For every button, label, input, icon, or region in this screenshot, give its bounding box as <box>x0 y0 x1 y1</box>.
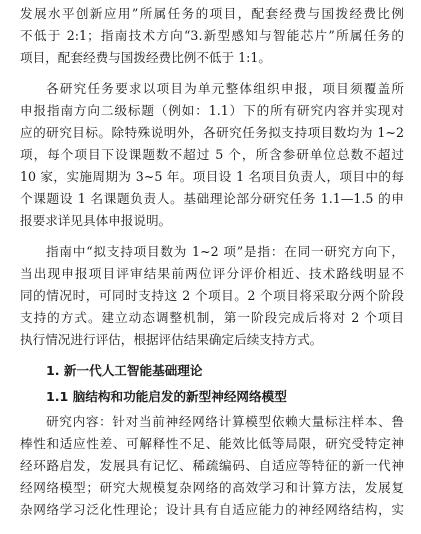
text-line: 项目，配套经费与国拨经费比例不低于 1:1。 <box>20 50 271 65</box>
text-line: 杂网络学习泛化性理论；设计具有自适应能力的神经网络结构，实 <box>20 502 404 517</box>
text-line: 10 家，实施周期为 3~5 年。项目设 1 名项目负责人，项目中的每 <box>20 169 404 184</box>
text-line: 执行情况进行评估，根据评估结果确定后续支持方式。 <box>20 332 323 347</box>
text-line: 经网络模型；研究大规模复杂网络的高效学习和计算方法，发展复 <box>20 480 404 495</box>
text-line: 不低于 2:1；指南技术方向“3.新型感知与智能芯片”所属任务的 <box>20 28 404 43</box>
text-line: 报要求详见具体申报说明。 <box>20 213 172 228</box>
text-line: 项，每个项目下设课题数不超过 5 个，所含参研单位总数不超过 <box>20 147 404 162</box>
text-line: 研究内容：针对当前神经网络计算模型依赖大量标注样本、鲁 <box>46 414 404 429</box>
text-line: 应的研究目标。除特殊说明外，各研究任务拟支持项目数均为 1~2 <box>20 125 404 140</box>
text-line: 棒性和适应性差、可解释性不足、能效比低等局限，研究受特定神 <box>20 436 404 451</box>
subsection-heading: 1.1 脑结构和功能启发的新型神经网络模型 <box>46 389 287 404</box>
text-line: 经环路启发，发展具有记忆、稀疏编码、自适应等特征的新一代神 <box>20 458 404 473</box>
text-line: 申报指南方向二级标题（例如：1.1）下的所有研究内容并实现对 <box>20 103 404 118</box>
section-heading: 1. 新一代人工智能基础理论 <box>46 363 203 378</box>
text-line: 个课题设 1 名课题负责人。基础理论部分研究任务 1.1—1.5 的申 <box>20 191 404 206</box>
text-line: 指南中“拟支持项目数为 1~2 项”是指：在同一研究方向下， <box>46 244 404 259</box>
text-line: 当出现申报项目评审结果前两位评分评价相近、技术路线明显不 <box>20 266 404 281</box>
text-line: 发展水平创新应用”所属任务的项目，配套经费与国拨经费比例 <box>20 6 404 21</box>
text-line: 支持的方式。建立动态调整机制，第一阶段完成后将对 2 个项目 <box>20 310 404 325</box>
text-line: 各研究任务要求以项目为单元整体组织申报，项目须覆盖所 <box>46 81 404 96</box>
text-line: 同的情况时，可同时支持这 2 个项目。2 个项目将采取分两个阶段 <box>20 288 404 303</box>
